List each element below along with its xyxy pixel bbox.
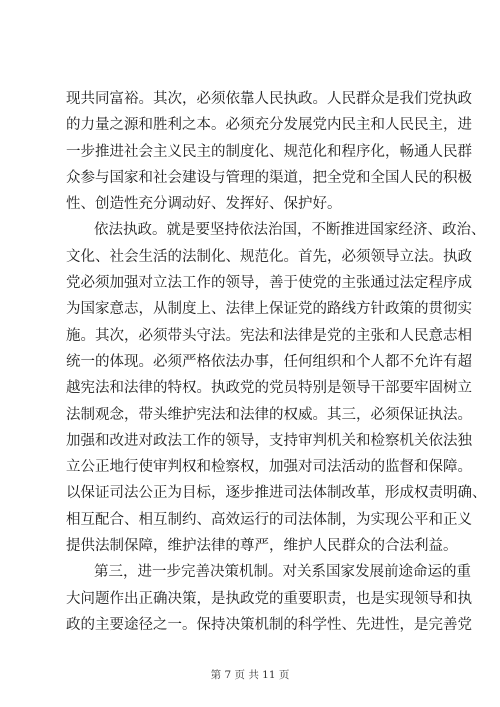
- page-number: 第 7 页 共 11 页: [210, 669, 290, 681]
- text-line: 统一的体现。必须严格依法办事，任何组织和个人都不允许有超: [66, 353, 472, 370]
- text-line: 政的主要途径之一。保持决策机制的科学性、先进性，是完善党: [66, 616, 472, 633]
- text-line: 法制观念，带头维护宪法和法律的权威。其三，必须保证执法。: [66, 406, 472, 423]
- document-body: [66, 86, 487, 638]
- text-line: 提供法制保障，维护法律的尊严，维护人民群众的合法利益。: [66, 538, 458, 555]
- text-line: 现共同富裕。其次，必须依靠人民执政。人民群众是我们党执政: [66, 91, 472, 107]
- text-line: 的力量之源和胜利之本。必须充分发展党内民主和人民民主，进: [66, 117, 472, 134]
- text-line: 第三，进一步完善决策机制。对关系国家发展前途命运的重: [94, 564, 471, 581]
- text-line: 文化、社会生活的法制化、规范化。首先，必须领导立法。执政: [66, 248, 472, 265]
- text-line: 以保证司法公正为目标，逐步推进司法体制改革，形成权责明确、: [66, 485, 487, 502]
- text-line: 大问题作出正确决策，是执政党的重要职责，也是实现领导和执: [66, 590, 472, 607]
- text-line: 施。其次，必须带头守法。宪法和法律是党的主张和人民意志相: [66, 327, 472, 344]
- text-line: 一步推进社会主义民主的制度化、规范化和程序化，畅通人民群: [66, 143, 472, 160]
- text-line: 加强和改进对政法工作的领导，支持审判机关和检察机关依法独: [66, 432, 472, 449]
- text-line: 党必须加强对立法工作的领导，善于使党的主张通过法定程序成: [66, 275, 472, 292]
- text-line: 众参与国家和社会建设与管理的渠道，把全党和全国人民的积极: [66, 169, 472, 186]
- text-line: 立公正地行使审判权和检察权，加强对司法活动的监督和保障。: [66, 459, 472, 476]
- text-line: 相互配合、相互制约、高效运行的司法体制，为实现公平和正义: [66, 511, 472, 528]
- text-line: 越宪法和法律的特权。执政党的党员特别是领导干部要牢固树立: [66, 380, 472, 397]
- text-line: 依法执政。就是要坚持依法治国，不断推进国家经济、政治、: [94, 222, 486, 239]
- text-line: 为国家意志，从制度上、法律上保证党的路线方针政策的贯彻实: [66, 301, 472, 318]
- text-line: 性、创造性充分调动好、发挥好、保护好。: [66, 196, 342, 213]
